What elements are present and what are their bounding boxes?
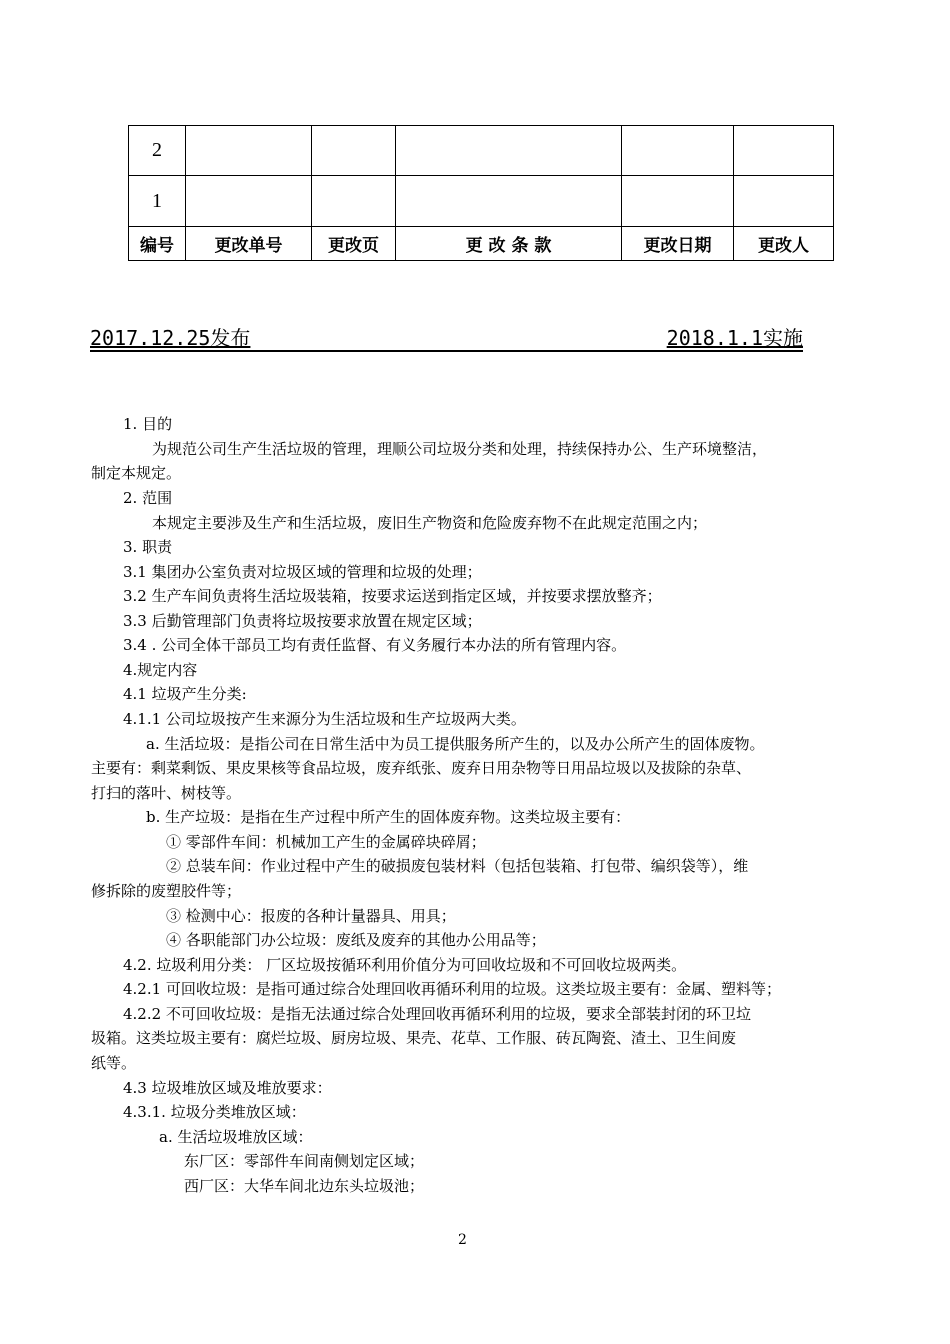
paragraph-line: 东厂区：零部件车间南侧划定区域； xyxy=(184,1152,425,1170)
paragraph-line: 3.2 生产车间负责将生活垃圾装箱，按要求运送到指定区域，并按要求摆放整齐； xyxy=(123,587,662,605)
paragraph-line: 3.3 后勤管理部门负责将垃圾按要求放置在规定区域； xyxy=(123,612,482,630)
paragraph-line: 3.4 . 公司全体干部员工均有责任监督、有义务履行本办法的所有管理内容。 xyxy=(123,636,627,654)
paragraph-line: 打扫的落叶、树枝等。 xyxy=(91,784,242,802)
publish-line xyxy=(90,322,803,352)
header-change-order: 更改单号 xyxy=(186,226,312,260)
paragraph-line: b. 生产垃圾：是指在生产过程中所产生的固体废弃物。这类垃圾主要有： xyxy=(146,808,631,826)
revision-header-row xyxy=(129,226,834,260)
header-change-clause: 更 改 条 款 xyxy=(396,226,622,260)
section-heading: 3. 职责 xyxy=(123,538,173,556)
paragraph-line: 纸等。 xyxy=(91,1054,137,1072)
paragraph-line: a. 生活垃圾：是指公司在日常生活中为员工提供服务所产生的，以及办公所产生的固体废物。 xyxy=(146,735,765,753)
paragraph-line: 主要有：剩菜剩饭、果皮果核等食品垃圾，废弃纸张、废弃日用杂物等日用品垃圾以及拔除的杂草、 xyxy=(91,759,752,777)
revision-number: 2 xyxy=(129,126,186,176)
subsection-heading: 4.1 垃圾产生分类: xyxy=(123,685,247,703)
paragraph-line: 制定本规定。 xyxy=(91,464,182,482)
list-item: ④ 各职能部门办公垃圾：废纸及废弃的其他办公用品等； xyxy=(166,931,546,949)
subsection-heading: 4.3.1. 垃圾分类堆放区域： xyxy=(123,1103,306,1121)
header-change-page: 更改页 xyxy=(312,226,396,260)
paragraph-line: 4.2. 垃圾利用分类： 厂区垃圾按循环利用价值分为可回收垃圾和不可回收垃圾两类。 xyxy=(123,956,687,974)
paragraph-line: 4.2.1 可回收垃圾：是指可通过综合处理回收再循环利用的垃圾。这类垃圾主要有：金属、塑料等； xyxy=(123,980,781,998)
list-item: ② 总装车间：作业过程中产生的破损废包装材料（包括包装箱、打包带、编织袋等），维 xyxy=(166,857,749,875)
paragraph-line: 圾箱。这类垃圾主要有：腐烂垃圾、厨房垃圾、果壳、花草、工作服、砖瓦陶瓷、渣土、卫生间废 xyxy=(91,1029,737,1047)
header-change-date: 更改日期 xyxy=(622,226,734,260)
paragraph-line: 西厂区：大华车间北边东头垃圾池； xyxy=(184,1177,425,1195)
paragraph-line: 修拆除的废塑胶件等； xyxy=(91,882,242,900)
paragraph-line: 为规范公司生产生活垃圾的管理，理顺公司垃圾分类和处理，持续保持办公、生产环境整洁， xyxy=(152,440,768,458)
list-item: ① 零部件车间：机械加工产生的金属碎块碎屑； xyxy=(166,833,486,851)
list-item: ③ 检测中心：报废的各种计量器具、用具； xyxy=(166,907,456,925)
section-heading: 2. 范围 xyxy=(123,489,173,507)
paragraph-line: 本规定主要涉及生产和生活垃圾，废旧生产物资和危险废弃物不在此规定范围之内； xyxy=(152,514,708,532)
revision-number: 1 xyxy=(129,176,186,226)
paragraph-line: a. 生活垃圾堆放区域： xyxy=(159,1128,313,1146)
section-heading: 4.规定内容 xyxy=(123,661,198,679)
paragraph-line: 4.1.1 公司垃圾按产生来源分为生活垃圾和生产垃圾两大类。 xyxy=(123,710,526,728)
revision-table xyxy=(128,125,834,261)
page-number: 2 xyxy=(458,1232,467,1248)
subsection-heading: 4.3 垃圾堆放区域及堆放要求： xyxy=(123,1079,332,1097)
paragraph-line: 3.1 集团办公室负责对垃圾区域的管理和垃圾的处理； xyxy=(123,563,482,581)
effective-date: 2018.1.1实施 xyxy=(666,326,803,350)
paragraph-line: 4.2.2 不可回收垃圾：是指无法通过综合处理回收再循环利用的垃圾，要求全部装封闭的环卫垃 xyxy=(123,1005,751,1023)
header-number: 编号 xyxy=(129,226,186,260)
section-heading: 1. 目的 xyxy=(123,415,173,433)
header-changed-by: 更改人 xyxy=(734,226,834,260)
release-date: 2017.12.25发布 xyxy=(90,326,251,350)
revision-row xyxy=(129,176,834,226)
revision-row xyxy=(129,126,834,176)
